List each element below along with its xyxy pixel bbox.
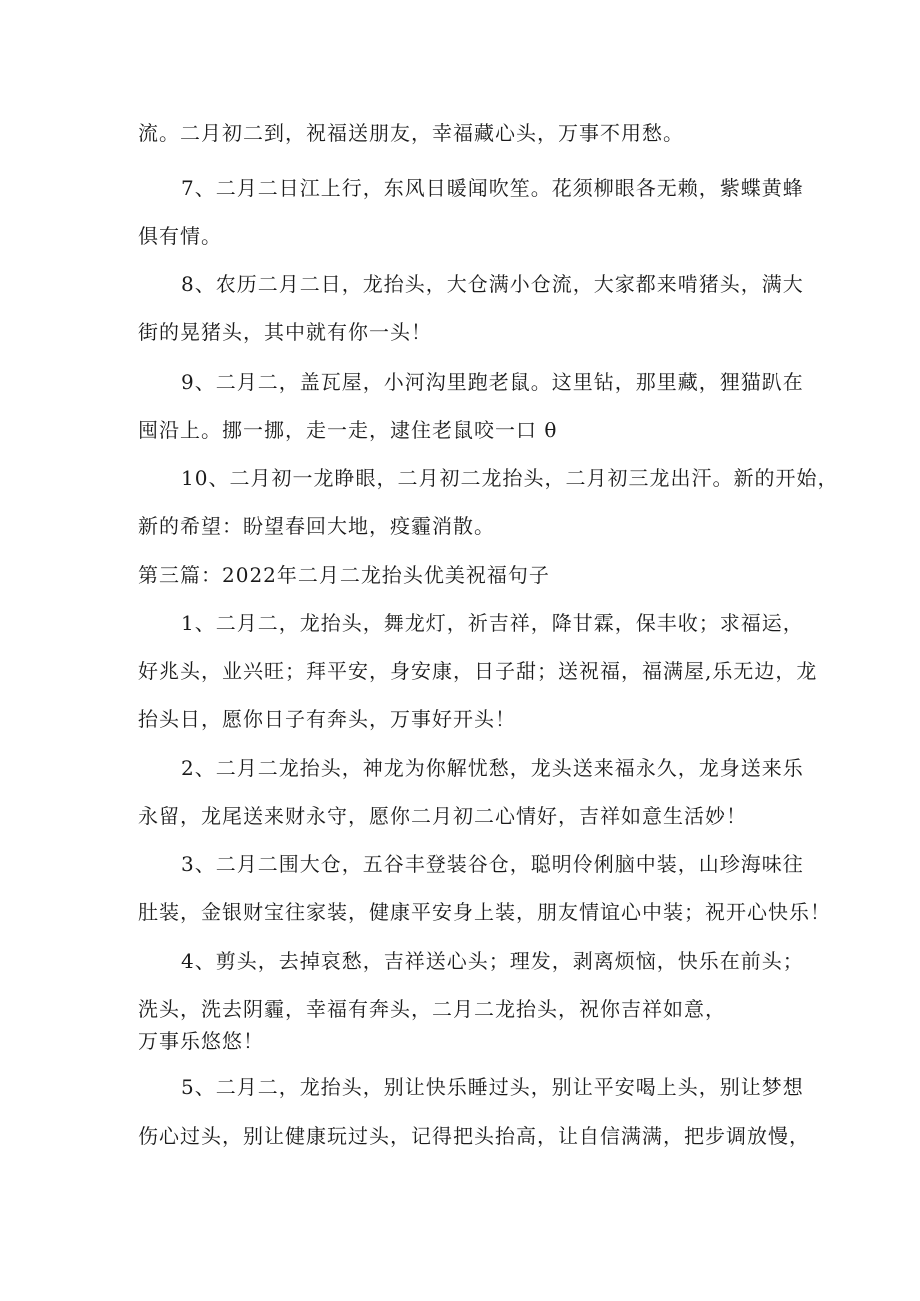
text-line: 9、二月二，盖瓦屋，小河沟里跑老鼠。这里钻，那里藏，狸猫趴在 <box>181 370 804 394</box>
text-line: 洗头，洗去阴霾，幸福有奔头，二月二龙抬头，祝你吉祥如意， <box>138 997 726 1021</box>
text-line: 7、二月二日江上行，东风日暖闻吹笙。花须柳眼各无赖，紫蝶黄蜂 <box>181 176 804 200</box>
text-line: 街的晃猪头，其中就有你一头！ <box>138 320 432 344</box>
text-line: 8、农历二月二日，龙抬头，大仓满小仓流，大家都来啃猪头，满大 <box>181 272 804 296</box>
text-line: 10、二月初一龙睁眼，二月初二龙抬头，二月初三龙出汗。新的开始， <box>181 466 839 490</box>
text-line: 好兆头，业兴旺；拜平安，身安康，日子甜；送祝福，福满屋,乐无边，龙 <box>138 659 818 683</box>
text-line: 5、二月二，龙抬头，别让快乐睡过头，别让平安喝上头，别让梦想 <box>181 1075 804 1099</box>
text-line: 俱有情。 <box>138 224 222 248</box>
section-heading: 第三篇：2022年二月二龙抬头优美祝福句子 <box>138 563 550 587</box>
text-line: 万事乐悠悠！ <box>138 1029 264 1053</box>
text-line: 肚装，金银财宝往家装，健康平安身上装，朋友情谊心中装；祝开心快乐！ <box>138 900 831 924</box>
text-line: 流。二月初二到，祝福送朋友，幸福藏心头，万事不用愁。 <box>138 121 684 145</box>
text-line: 抬头日，愿你日子有奔头，万事好开头！ <box>138 707 516 731</box>
text-line: 1、二月二，龙抬头，舞龙灯，祈吉祥，降甘霖，保丰收；求福运， <box>181 611 804 635</box>
text-line: 4、剪头，去掉哀愁，吉祥送心头；理发，剥离烦恼，快乐在前头； <box>181 949 804 973</box>
text-line: 新的希望：盼望春回大地，疫霾消散。 <box>138 514 495 538</box>
text-line: 伤心过头，别让健康玩过头，记得把头抬高，让自信满满，把步调放慢， <box>138 1124 810 1148</box>
text-line: 囤沿上。挪一挪，走一走，逮住老鼠咬一口 θ <box>138 418 558 442</box>
text-line: 3、二月二围大仓，五谷丰登装谷仓，聪明伶俐脑中装，山珍海味往 <box>181 852 804 876</box>
text-line: 永留，龙尾送来财永守，愿你二月初二心情好，吉祥如意生活妙！ <box>138 804 747 828</box>
text-line: 2、二月二龙抬头，神龙为你解忧愁，龙头送来福永久，龙身送来乐 <box>181 756 804 780</box>
